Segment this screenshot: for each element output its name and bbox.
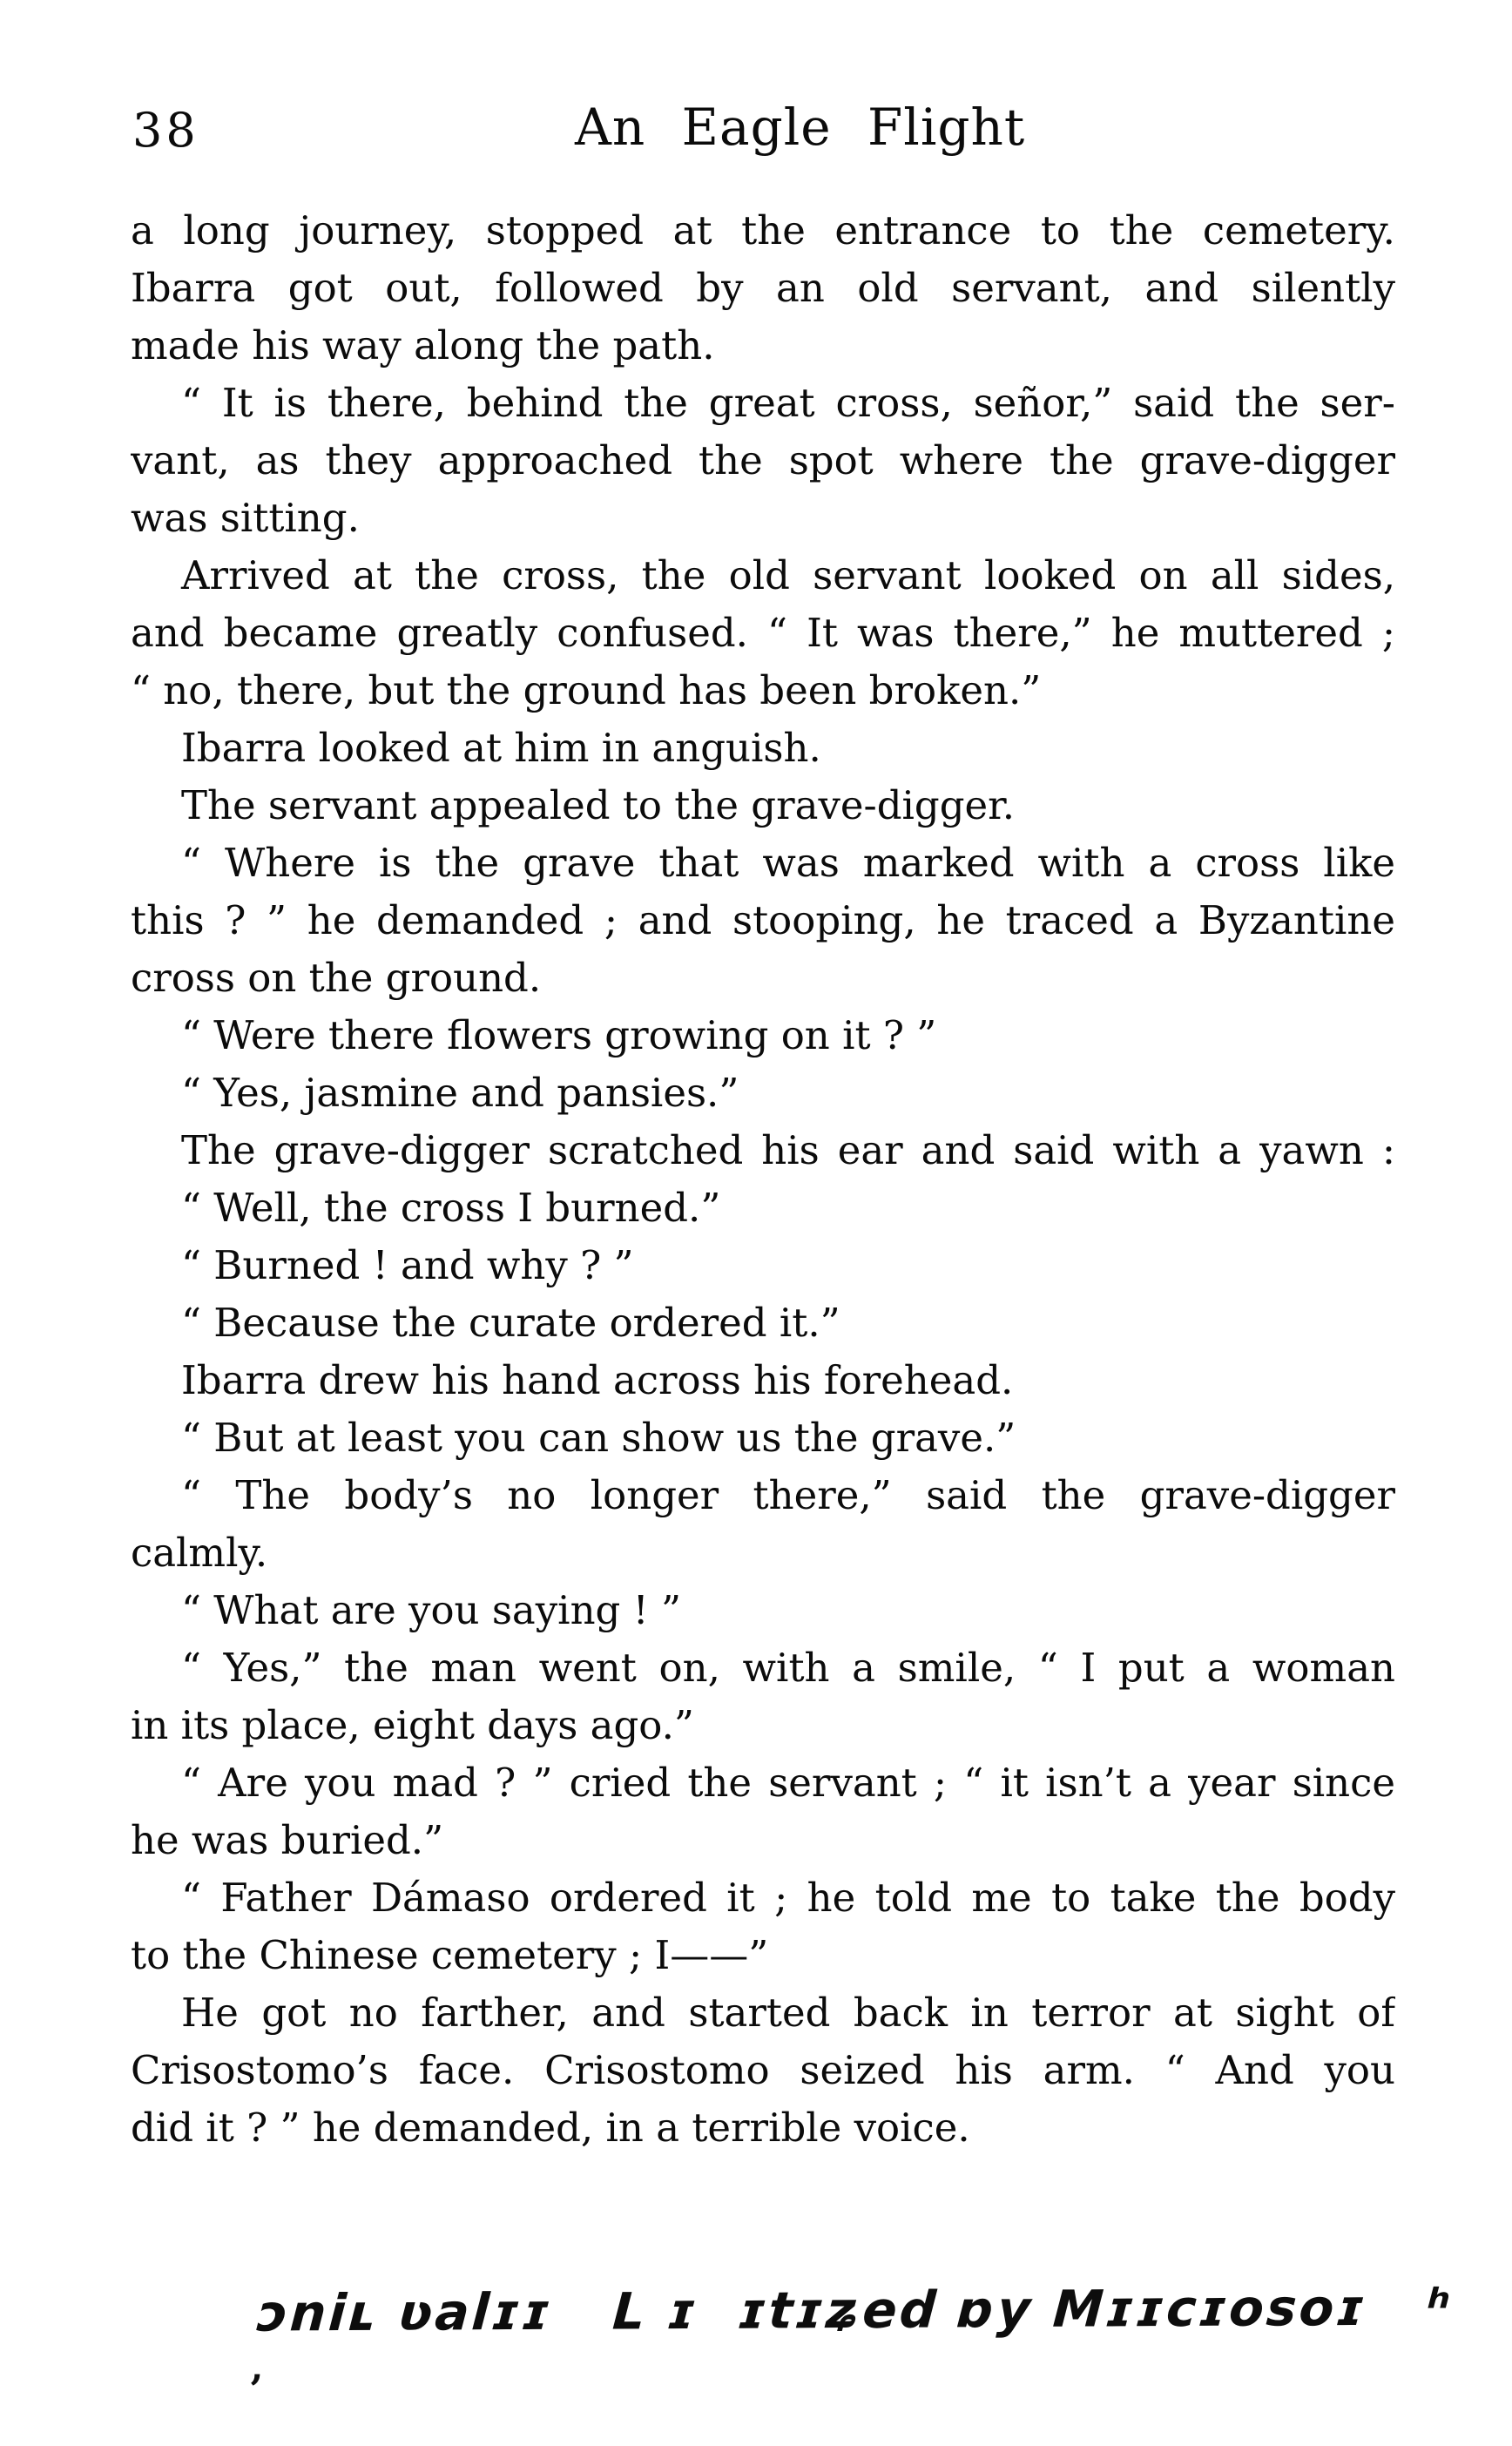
text-line: he was buried.” [131, 1817, 444, 1863]
body-text [131, 202, 1395, 2157]
text-line: “ Yes,” the man went on, with a smile, “ I put a woman [181, 1645, 1395, 1691]
text-line: a long journey, stopped at the entrance to the cemetery. [131, 207, 1395, 253]
text-line: Ibarra drew his hand across his forehead. [181, 1357, 1014, 1403]
text-line: “ Are you mad ? ” cried the servant ; “ it isn’t a year since [181, 1760, 1395, 1806]
text-line: “ no, there, but the ground has been broken.” [131, 667, 1042, 713]
text-line: did it ? ” he demanded, in a terrible voice. [131, 2105, 970, 2151]
text-line: The grave-digger scratched his ear and said with a yawn : [181, 1127, 1395, 1173]
text-line: calmly. [131, 1530, 268, 1576]
text-line: “ It is there, behind the great cross, señor,” said the ser- [181, 380, 1395, 426]
text-line: to the Chinese cemetery ; I——” [131, 1932, 769, 1978]
text-line: Crisostomo’s face. Crisostomo seized his arm. “ And you [131, 2047, 1395, 2093]
text-line: and became greatly confused. “ It was there,” he muttered ; [131, 610, 1395, 656]
text-line: “ Were there flowers growing on it ? ” [181, 1012, 937, 1058]
text-line: made his way along the path. [131, 322, 715, 368]
text-line: vant, as they approached the spot where the grave-digger [131, 437, 1395, 483]
stray-mark: ’ [249, 2366, 264, 2413]
text-line: this ? ” he demanded ; and stooping, he traced a Byzantine [131, 897, 1395, 943]
text-line: “ But at least you can show us the grave.” [181, 1415, 1016, 1461]
text-line: “ The body’s no longer there,” said the grave-digger [181, 1472, 1395, 1518]
text-line: “ Where is the grave that was marked with a cross like [181, 840, 1395, 886]
text-line: “ Because the curate ordered it.” [181, 1300, 840, 1346]
page-title: An Eagle Flight [575, 98, 1026, 157]
text-line: “ What are you saying ! ” [181, 1587, 682, 1633]
text-line: Arrived at the cross, the old servant looked on all sides, [181, 552, 1395, 598]
text-line: The servant appealed to the grave-digger. [181, 782, 1016, 828]
text-line: cross on the ground. [131, 955, 542, 1001]
text-line: “ Well, the cross I burned.” [181, 1185, 721, 1231]
watermark-text: ɔniʟ ʋalɪɪ L ɪ ɪtɪʑed ɒy Μɪɪcɪosoɪ ʰ [255, 2277, 1455, 2343]
text-line: “ Yes, jasmine and pansies.” [181, 1070, 739, 1116]
text-line: in its place, eight days ago.” [131, 1702, 694, 1748]
text-line: “ Burned ! and why ? ” [181, 1242, 634, 1288]
text-line: Ibarra got out, followed by an old servant, and silently [131, 265, 1395, 311]
text-line: He got no farther, and started back in terror at sight of [181, 1990, 1395, 2036]
text-line: “ Father Dámaso ordered it ; he told me to take the body [181, 1875, 1395, 1921]
text-line: was sitting. [131, 495, 360, 541]
page-number: 38 [132, 103, 199, 158]
text-line: Ibarra looked at him in anguish. [181, 725, 821, 771]
